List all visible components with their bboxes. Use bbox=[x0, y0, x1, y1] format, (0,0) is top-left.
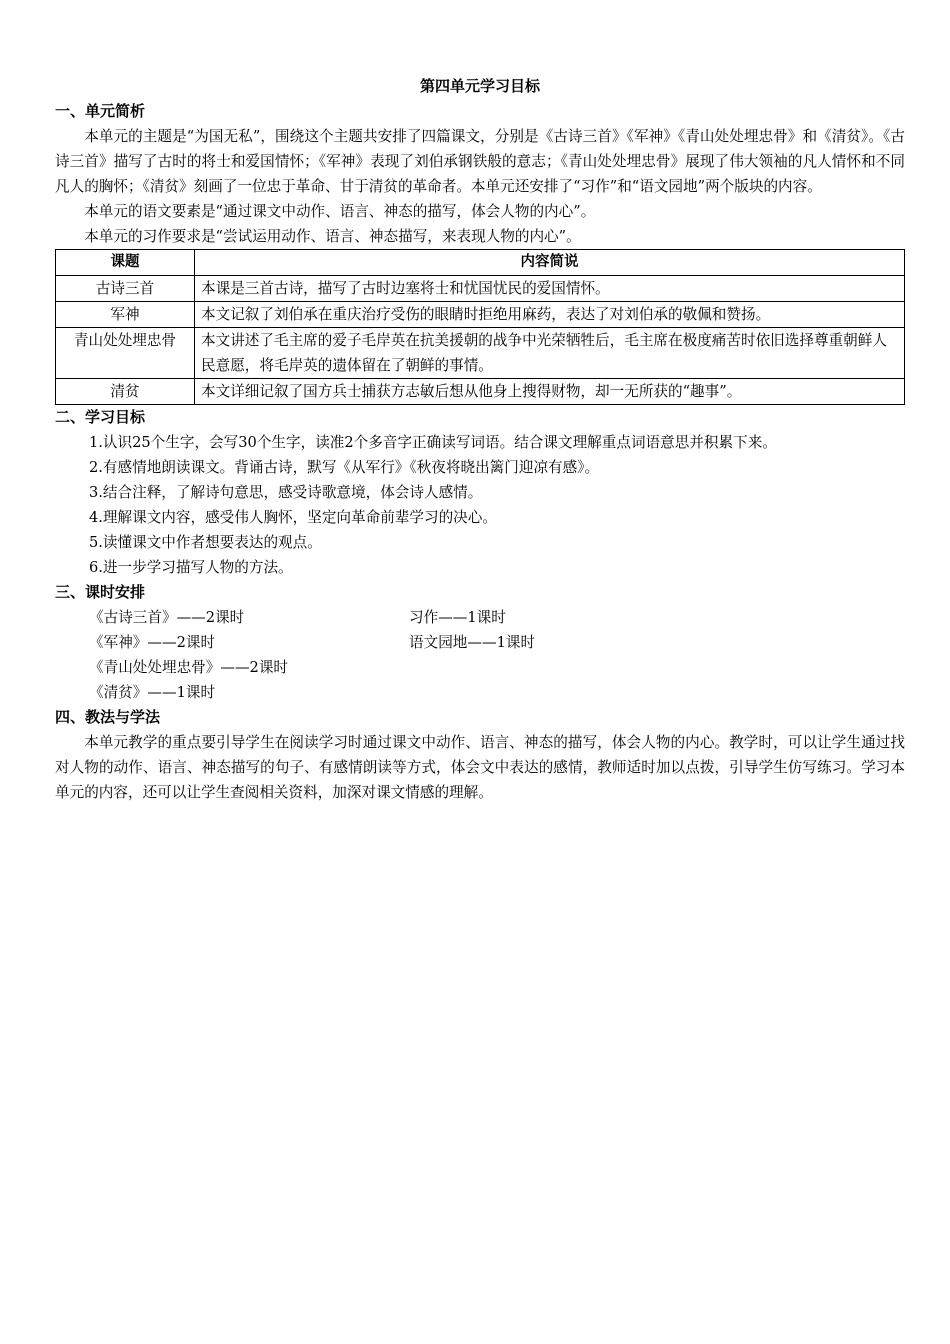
table-cell-summary: 本文记叙了刘伯承在重庆治疗受伤的眼睛时拒绝用麻药，表达了对刘伯承的敬佩和赞扬。 bbox=[195, 302, 905, 328]
table-row bbox=[56, 328, 905, 379]
table-cell-summary: 本文讲述了毛主席的爱子毛岸英在抗美援朝的战争中光荣牺牲后，毛主席在极度痛苦时依旧选择尊重朝鲜人民意愿，将毛岸英的遗体留在了朝鲜的事情。 bbox=[195, 328, 905, 379]
table-cell-lesson: 军神 bbox=[56, 302, 195, 328]
table-header-summary: 内容简说 bbox=[195, 250, 905, 276]
list-item: 5.读懂课文中作者想要表达的观点。 bbox=[89, 534, 322, 551]
list-item: 6.进一步学习描写人物的方法。 bbox=[89, 559, 293, 576]
document-page bbox=[55, 74, 905, 805]
unit-analysis-paragraph: 本单元的主题是“为国无私”，围绕这个主题共安排了四篇课文，分别是《古诗三首》《军神》《青山处处埋忠骨》和《清贫》。《古诗三首》描写了古时的将士和爱国情怀；《军神》表现了刘伯承钢铁般的意志；《青山处处埋忠骨》展现了伟大领袖的凡人情怀和不同凡人的胸怀；《清贫》刻画了一位忠于革命、甘于清贫的革命者。本单元还安排了“习作”和“语文园地”两个版块的内容。 bbox=[55, 128, 905, 195]
schedule-item: 习作——1课时 bbox=[409, 609, 506, 626]
table-cell-lesson: 青山处处埋忠骨 bbox=[56, 328, 195, 379]
methods-paragraph: 本单元教学的重点要引导学生在阅读学习时通过课文中动作、语言、神态的描写，体会人物的内心。教学时，可以让学生通过找对人物的动作、语言、神态描写的句子、有感情朗读等方式，体会文中表达的感情，教师适时加以点拨，引导学生仿写练习。学习本单元的内容，还可以让学生查阅相关资料，加深对课文情感的理解。 bbox=[55, 734, 905, 801]
table-cell-lesson: 古诗三首 bbox=[56, 276, 195, 302]
schedule-item: 《青山处处埋忠骨》——2课时 bbox=[89, 659, 289, 676]
schedule-item: 语文园地——1课时 bbox=[409, 634, 536, 651]
schedule-item: 《古诗三首》——2课时 bbox=[89, 609, 245, 626]
table-row bbox=[56, 276, 905, 302]
schedule-item: 《清贫》——1课时 bbox=[89, 684, 216, 701]
list-item: 2.有感情地朗读课文。背诵古诗，默写《从军行》《秋夜将晓出篱门迎凉有感》。 bbox=[89, 459, 600, 476]
list-item: 1.认识25个生字，会写30个生字，读准2个多音字正确读写词语。结合课文理解重点词语意思并积累下来。 bbox=[89, 434, 777, 451]
schedule-grid bbox=[55, 605, 905, 705]
section-heading-schedule: 三、课时安排 bbox=[55, 583, 146, 601]
table-header-lesson: 课题 bbox=[56, 250, 195, 276]
language-elements-paragraph: 本单元的语文要素是“通过课文中动作、语言、神态的描写，体会人物的内心”。 bbox=[84, 203, 596, 220]
table-cell-summary: 本文详细记叙了国方兵士捕获方志敏后想从他身上搜得财物，却一无所获的“趣事”。 bbox=[195, 379, 905, 405]
table-row bbox=[56, 379, 905, 405]
table-cell-summary: 本课是三首古诗，描写了古时边塞将士和忧国忧民的爱国情怀。 bbox=[195, 276, 905, 302]
list-item: 3.结合注释，了解诗句意思，感受诗歌意境，体会诗人感情。 bbox=[89, 484, 483, 501]
section-heading-methods: 四、教法与学法 bbox=[55, 708, 161, 726]
section-heading-learning-goals: 二、学习目标 bbox=[55, 408, 146, 426]
table-row bbox=[56, 302, 905, 328]
list-item: 4.理解课文内容，感受伟人胸怀，坚定向革命前辈学习的决心。 bbox=[89, 509, 497, 526]
writing-requirement-paragraph: 本单元的习作要求是“尝试运用动作、语言、神态描写，来表现人物的内心”。 bbox=[84, 228, 581, 245]
schedule-item: 《军神》——2课时 bbox=[89, 634, 216, 651]
table-header-row bbox=[56, 250, 905, 276]
document-title: 第四单元学习目标 bbox=[419, 77, 540, 95]
table-cell-lesson: 清贫 bbox=[56, 379, 195, 405]
lesson-summary-table bbox=[55, 249, 905, 405]
section-heading-unit-analysis: 一、单元简析 bbox=[55, 102, 146, 120]
